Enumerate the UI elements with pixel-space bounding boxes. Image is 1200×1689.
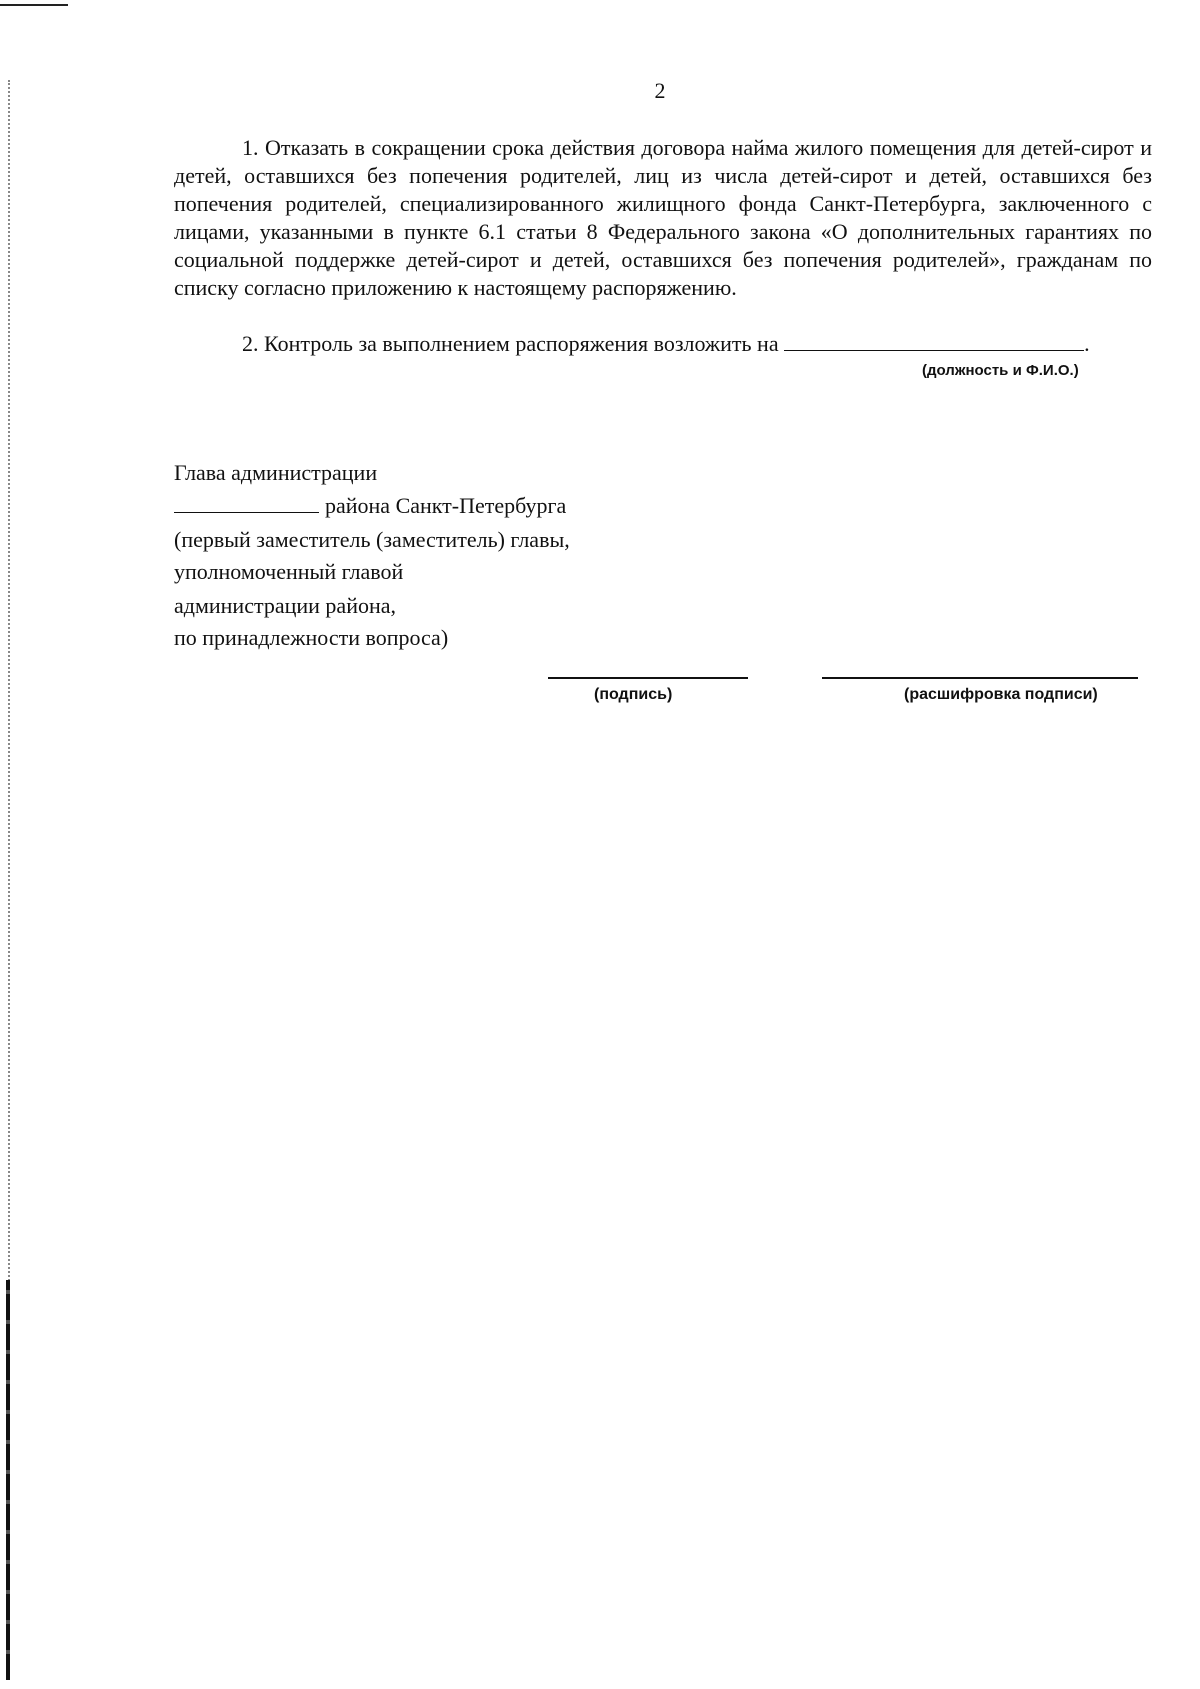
signatory-title-line2: [174, 491, 566, 521]
page-number: 2: [654, 78, 666, 103]
paragraph-1: 1. Отказать в сокращении срока действия договора найма жилого помещения для детей-сирот и детей, оставшихся без попечения родителей, лиц из числа детей-сирот и детей, оставшихся без попечения родителей, специализированного жилищного фонда Санкт-Петербурга, заключенного с лицами, указанными в пункте 6.1 статьи 8 Федерального закона «О дополнительных гарантиях по социальной поддержке детей-сирот и детей, оставшихся без попечения родителей», гражданам по списку согласно приложению к настоящему распоряжению.: [174, 135, 1152, 300]
signatory-title-line5: администрации района,: [174, 593, 397, 618]
signatory-title-line1: Глава администрации: [174, 460, 378, 485]
signature-line: [548, 677, 748, 679]
signature-decode-line: [822, 677, 1138, 679]
district-blank: [174, 492, 319, 513]
signatory-title-line6: по принадлежности вопроса): [174, 625, 449, 650]
signatory-district: района Санкт-Петербурга: [325, 493, 567, 518]
scan-artifact-top: [0, 4, 68, 6]
scan-artifact-left-edge-dark: [6, 1280, 10, 1680]
signature-caption: (подпись): [594, 686, 673, 703]
paragraph-2-text: 2. Контроль за выполнением распоряжения возложить на: [242, 331, 779, 356]
paragraph-2: [174, 330, 1152, 358]
paragraph-2-period: .: [1084, 331, 1090, 356]
position-name-blank: [784, 330, 1084, 351]
signatory-title-line4: уполномоченный главой: [174, 559, 404, 584]
signatory-title-line3: (первый заместитель (заместитель) главы,: [174, 527, 570, 552]
signature-decode-caption: (расшифровка подписи): [904, 686, 1098, 703]
position-name-caption: (должность и Ф.И.О.): [922, 362, 1079, 379]
